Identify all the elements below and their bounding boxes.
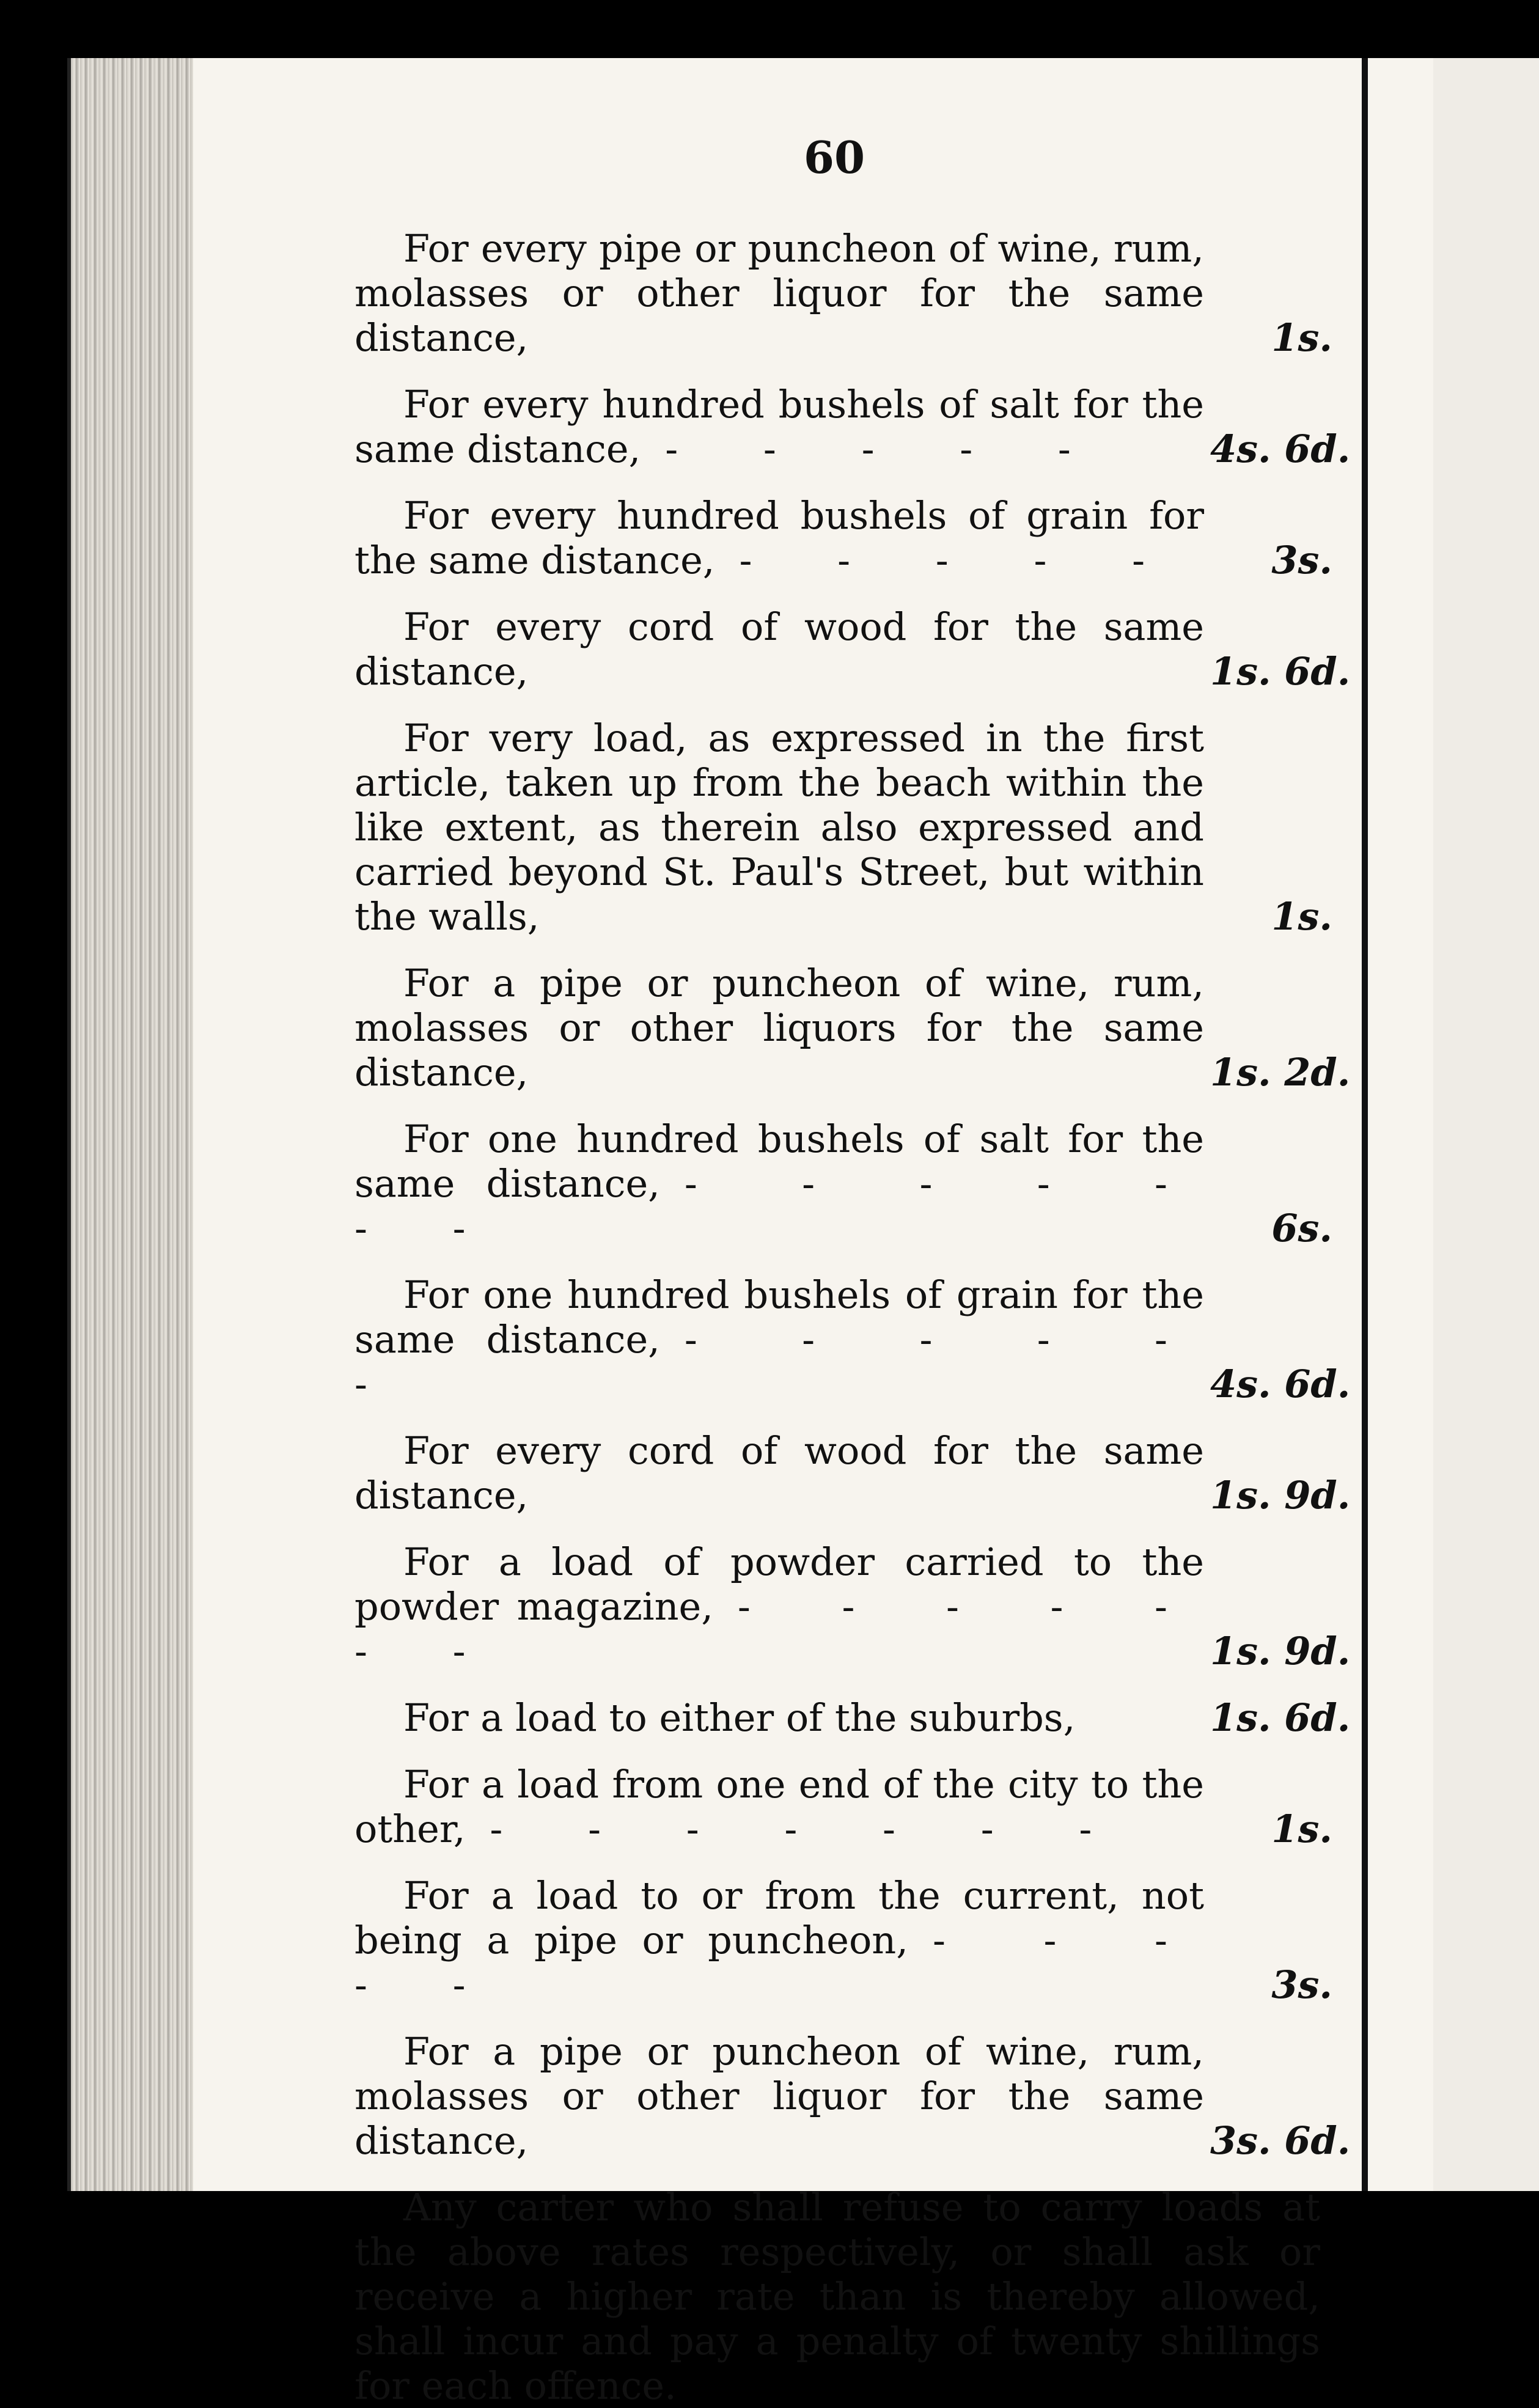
rate-fee: 3s. xyxy=(1271,538,1332,582)
rate-entry xyxy=(354,716,1332,939)
rate-entry xyxy=(354,1540,1351,1673)
rate-text: For a pipe or puncheon of wine, rum, molasses or other liquors for the same distance, xyxy=(354,961,1204,1095)
rate-entry xyxy=(354,1272,1351,1406)
dot-leaders: - - - - - - - xyxy=(354,1584,1204,1673)
dot-leaders: - - - - - - xyxy=(354,1317,1204,1406)
rate-text: For one hundred bushels of grain for the same distance, - - - - - - xyxy=(354,1272,1204,1406)
dot-leaders: - - - - - xyxy=(665,427,1107,471)
rate-text: For very load, as expressed in the first article, taken up from the beach within the like extent, as therein also expressed and carried beyond St. Paul's Street, but within the walls, xyxy=(354,716,1204,939)
rate-fee: 4s. 6d. xyxy=(1210,427,1351,471)
rate-list xyxy=(354,226,1351,2408)
rate-text: For a load of powder carried to the powder magazine, - - - - - - - xyxy=(354,1540,1204,1673)
rate-text: For every pipe or puncheon of wine, rum, molasses or other liquor for the same distance, xyxy=(354,226,1204,360)
dot-leaders: - - - - - - - xyxy=(354,1161,1204,1250)
rate-entry xyxy=(354,2029,1351,2163)
rate-entry xyxy=(354,961,1351,1095)
rate-text: For every hundred bushels of grain for the same distance, - - - - - xyxy=(354,493,1204,582)
rate-fee: 3s. 6d. xyxy=(1210,2118,1351,2163)
rate-entry xyxy=(354,382,1351,471)
rate-fee: 1s. xyxy=(1271,315,1332,360)
facing-page-edge xyxy=(1433,58,1539,2191)
rate-entry xyxy=(354,493,1332,582)
rate-fee: 4s. 6d. xyxy=(1210,1362,1351,1406)
rate-fee: 1s. xyxy=(1271,1807,1332,1851)
dot-leaders: - - - - - xyxy=(739,538,1182,582)
rate-entry xyxy=(354,1762,1332,1851)
rate-fee: 1s. 6d. xyxy=(1210,649,1351,694)
rate-text: For a load to or from the current, not being a pipe or puncheon, - - - - - xyxy=(354,1873,1204,2007)
penalty-paragraph: Any carter who shall refuse to carry loads at the above rates respectively, or shall ask or receive a higher rate than is thereby allowed, shall incur and pay a penalty of twenty shillings for each offence. xyxy=(354,2185,1320,2408)
rate-fee: 3s. xyxy=(1271,1962,1332,2007)
rate-text: For a load to either of the suburbs, xyxy=(403,1695,1076,1740)
rate-fee: 1s. 6d. xyxy=(1210,1695,1351,1740)
rate-entry xyxy=(354,1117,1332,1250)
rate-fee: 1s. xyxy=(1271,894,1332,939)
rate-text: For one hundred bushels of salt for the same distance, - - - - - - - xyxy=(354,1117,1204,1250)
rate-text: For a pipe or puncheon of wine, rum, molasses or other liquor for the same distance, xyxy=(354,2029,1204,2163)
rate-entry xyxy=(354,604,1351,694)
dot-leaders: - - - - - xyxy=(354,1918,1204,2007)
binding-rule xyxy=(1362,58,1368,2191)
rate-text: For every cord of wood for the same distance, xyxy=(354,1428,1204,1518)
page-number: 60 xyxy=(803,131,865,183)
rate-text: For every hundred bushels of salt for the same distance, - - - - - xyxy=(354,382,1204,471)
rate-fee: 1s. 2d. xyxy=(1210,1050,1351,1095)
rate-text: For a load from one end of the city to the other, - - - - - - - xyxy=(354,1762,1204,1851)
rate-entry xyxy=(354,1695,1351,1740)
rate-entry xyxy=(354,226,1332,360)
rate-text: For every cord of wood for the same distance, xyxy=(354,604,1204,694)
rate-fee: 6s. xyxy=(1271,1206,1332,1250)
dot-leaders: - - - - - - - xyxy=(490,1807,1129,1851)
page-edges xyxy=(71,58,193,2191)
rate-entry xyxy=(354,1428,1351,1518)
rate-fee: 1s. 9d. xyxy=(1210,1473,1351,1518)
rate-entry xyxy=(354,1873,1332,2007)
rate-fee: 1s. 9d. xyxy=(1210,1629,1351,1673)
